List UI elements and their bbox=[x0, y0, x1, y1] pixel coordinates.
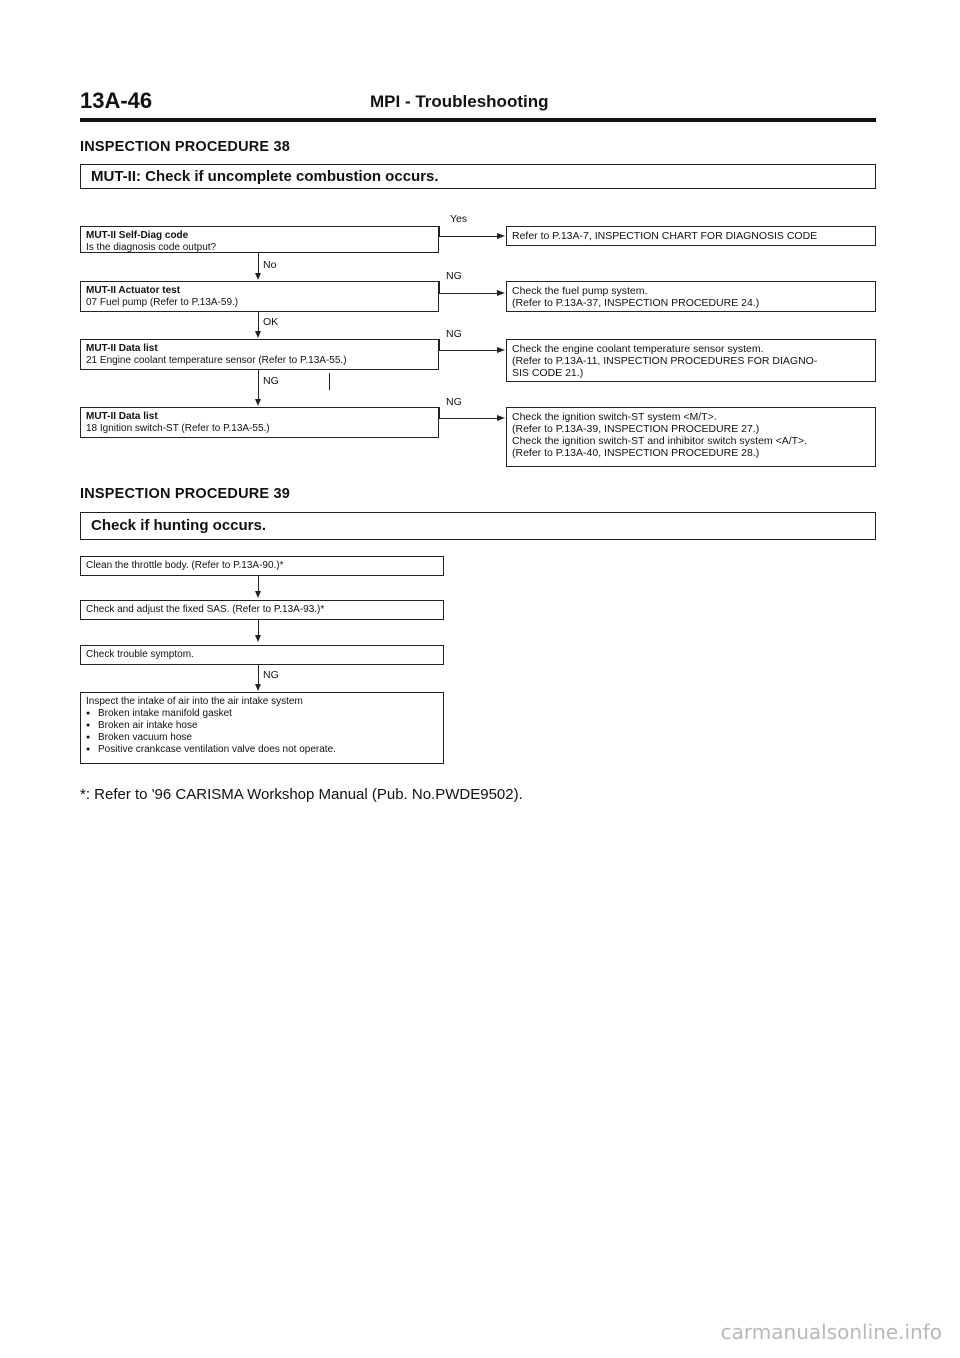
p38-result2-line1: Check the fuel pump system. bbox=[512, 285, 648, 297]
p38-yes-line bbox=[439, 236, 499, 237]
header-rule bbox=[80, 118, 876, 122]
p38-step1-box bbox=[80, 226, 439, 253]
list-item: ● Broken vacuum hose bbox=[86, 732, 438, 744]
p38-result3-line2: (Refer to P.13A-11, INSPECTION PROCEDURES FOR DIAGNO- bbox=[512, 355, 818, 367]
p39-step3-ng-label: NG bbox=[263, 669, 279, 681]
footnote: *: Refer to '96 CARISMA Workshop Manual (Pub. No.PWDE9502). bbox=[80, 786, 523, 803]
p39-step4-box bbox=[80, 692, 444, 764]
procedure-38-heading: INSPECTION PROCEDURE 38 bbox=[80, 139, 291, 155]
p39-step4-title: Inspect the intake of air into the air intake system bbox=[86, 696, 303, 707]
procedure-39-heading: INSPECTION PROCEDURE 39 bbox=[80, 486, 291, 502]
p39-step3-box bbox=[80, 645, 444, 665]
p38-result1-box bbox=[506, 226, 876, 246]
p38-step1-text: Is the diagnosis code output? bbox=[86, 242, 217, 253]
procedure-38-title: MUT-II: Check if uncomplete combustion occurs. bbox=[80, 164, 876, 189]
p38-yes-label: Yes bbox=[450, 213, 468, 225]
p38-result2-box bbox=[506, 281, 876, 312]
p38-step4-title: MUT-II Data list bbox=[86, 411, 158, 422]
p38-step2-title: MUT-II Actuator test bbox=[86, 285, 181, 296]
page-number: 13A-46 bbox=[80, 88, 153, 113]
p38-step3-box bbox=[80, 339, 439, 370]
page-header-title: MPI - Troubleshooting bbox=[370, 92, 549, 111]
p38-step2-text: 07 Fuel pump (Refer to P.13A-59.) bbox=[86, 297, 239, 308]
p38-step3-title: MUT-II Data list bbox=[86, 343, 158, 354]
p38-result1-text: Refer to P.13A-7, INSPECTION CHART FOR DIAGNOSIS CODE bbox=[512, 230, 818, 242]
p39-step1-text: Clean the throttle body. (Refer to P.13A-90.)* bbox=[86, 560, 284, 571]
p38-step4-text: 18 Ignition switch-ST (Refer to P.13A-55.) bbox=[86, 423, 270, 434]
p39-step1-box bbox=[80, 556, 444, 576]
p38-result2-line2: (Refer to P.13A-37, INSPECTION PROCEDURE 24.) bbox=[512, 297, 760, 309]
p38-result4-line3: Check the ignition switch-ST and inhibitor switch system <A/T>. bbox=[512, 435, 808, 447]
p38-step3-text: 21 Engine coolant temperature sensor (Refer to P.13A-55.) bbox=[86, 355, 347, 366]
p38-result4-box bbox=[506, 407, 876, 467]
p38-result3-box bbox=[506, 339, 876, 382]
p38-result3-line1: Check the engine coolant temperature sensor system. bbox=[512, 343, 764, 355]
list-item: ● Broken intake manifold gasket bbox=[86, 708, 438, 720]
procedure-39-title: Check if hunting occurs. bbox=[80, 512, 876, 540]
p38-result4-line4: (Refer to P.13A-40, INSPECTION PROCEDURE 28.) bbox=[512, 447, 760, 459]
p39-step4-list bbox=[86, 708, 438, 756]
p38-result4-line1: Check the ignition switch-ST system <M/T>. bbox=[512, 411, 717, 423]
p38-step2-ng-label: NG bbox=[446, 270, 462, 282]
list-item: ● Broken air intake hose bbox=[86, 720, 438, 732]
p38-step2-ok-label: OK bbox=[263, 316, 279, 328]
p38-step2-box bbox=[80, 281, 439, 312]
p39-step2-text: Check and adjust the fixed SAS. (Refer to P.13A-93.)* bbox=[86, 604, 325, 615]
watermark: carmanualsonline.info bbox=[720, 1320, 942, 1344]
p39-step2-box bbox=[80, 600, 444, 620]
p38-step3-ng-right-label: NG bbox=[446, 328, 462, 340]
p39-step3-text: Check trouble symptom. bbox=[86, 649, 194, 660]
p38-no-label: No bbox=[263, 259, 277, 271]
p38-step3-ng-down-label: NG bbox=[258, 373, 330, 390]
p38-step4-ng-label: NG bbox=[446, 396, 462, 408]
list-item: ● Positive crankcase ventilation valve does not operate. bbox=[86, 744, 438, 756]
p38-result4-line2: (Refer to P.13A-39, INSPECTION PROCEDURE 27.) bbox=[512, 423, 760, 435]
p38-result3-line3: SIS CODE 21.) bbox=[512, 367, 584, 379]
p38-step1-title: MUT-II Self-Diag code bbox=[86, 230, 189, 241]
p38-step4-box bbox=[80, 407, 439, 438]
